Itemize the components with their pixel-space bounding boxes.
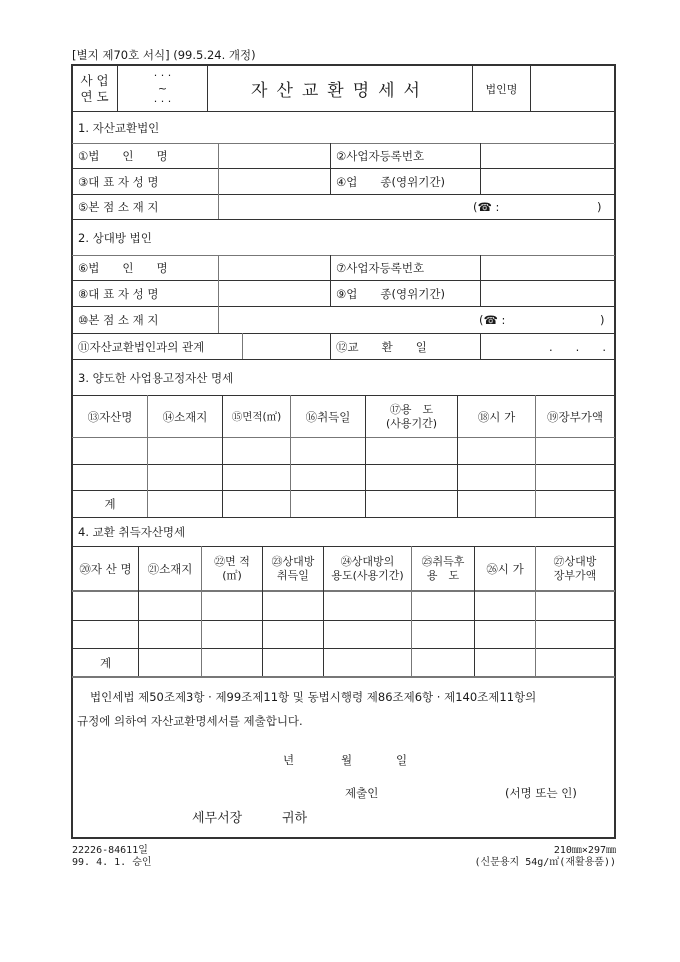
submitter-label: 제출인 <box>345 786 379 800</box>
section4-label: 4. 교환 취득자산명세 <box>78 525 186 539</box>
s2-industry-label: ⑨업 종(영위기간) <box>336 286 445 301</box>
signature-note: (서명 또는 인) <box>505 786 577 800</box>
date-day-label: 일 <box>396 753 408 767</box>
form-title: 자산교환명세서 <box>251 81 429 101</box>
s4-col-market-price: ㉖시 가 <box>486 561 524 576</box>
s2-relation-label: ⑪자산교환법인과의 관계 <box>78 339 205 354</box>
s4-col-counterparty-book-value: ㉗상대방 장부가액 <box>553 554 597 582</box>
s1-biz-reg-no-label: ②사업자등록번호 <box>336 149 425 163</box>
s2-industry-field[interactable] <box>481 281 614 306</box>
date-year-label: 년 <box>283 753 295 767</box>
business-year-field[interactable]: · · · ~ · · · <box>153 69 172 108</box>
s2-relation-field[interactable] <box>243 334 330 359</box>
honorific: 귀하 <box>282 811 308 826</box>
s3-col-acq-date: ⑯취득일 <box>305 409 351 424</box>
s1-ceo-name-label: ③대 표 자 성 명 <box>78 174 159 189</box>
s3-col-location: ⑭소재지 <box>162 409 208 424</box>
s2-exchange-date-field[interactable]: . . . <box>549 339 606 354</box>
s1-hq-address-label: ⑤본 점 소 재 지 <box>78 200 159 214</box>
s4-total-row[interactable] <box>139 649 614 676</box>
corp-name-field[interactable] <box>531 66 614 111</box>
s3-row-1[interactable] <box>73 438 614 464</box>
s3-col-area: ⑮면적(㎡) <box>231 411 282 423</box>
s4-col-counterparty-acq-date: ㉓상대방 취득일 <box>271 554 315 582</box>
section2-label: 2. 상대방 법인 <box>78 230 152 245</box>
s3-col-market-price: ⑱시 가 <box>477 409 516 424</box>
s2-corp-name-field[interactable] <box>219 256 330 280</box>
declaration-line-1: 법인세법 제50조제3항 · 제99조제11항 및 동법시행령 제86조제6항 · 제140조제11항의 <box>90 690 537 704</box>
paper-type: (신문용지 54g/㎡(재활용품)) <box>474 857 616 868</box>
s1-phone-open: (☎ : <box>473 200 500 214</box>
form-reference: [별지 제70호 서식] (99.5.24. 개정) <box>72 48 256 62</box>
s2-hq-address-field[interactable] <box>219 307 614 333</box>
s2-exchange-date-label: ⑫교 환 일 <box>336 339 427 354</box>
s4-col-area: ㉒면 적 (㎡) <box>214 554 250 582</box>
s4-row-1[interactable] <box>73 592 614 620</box>
s4-col-asset-name: ⑳자 산 명 <box>79 561 132 576</box>
s1-industry-label: ④업 종(영위기간) <box>336 174 445 189</box>
s3-total-row[interactable] <box>148 491 614 517</box>
s1-ceo-name-field[interactable] <box>219 169 330 194</box>
s3-row-2[interactable] <box>73 465 614 490</box>
paper-size: 210㎜×297㎜ <box>553 845 616 856</box>
s4-col-location: ㉑소재지 <box>147 561 193 576</box>
corp-name-label: 법인명 <box>485 82 518 96</box>
form-code: 22226-84611일 <box>72 845 148 856</box>
s2-ceo-name-field[interactable] <box>219 281 330 306</box>
s3-total-label: 계 <box>104 497 116 511</box>
section1-label: 1. 자산교환법인 <box>78 120 160 135</box>
s4-total-label: 계 <box>99 655 112 670</box>
s2-biz-reg-no-field[interactable] <box>481 256 614 280</box>
s1-industry-field[interactable] <box>481 169 614 194</box>
s3-col-usage: ⑰용 도 (사용기간) <box>385 402 438 430</box>
s1-hq-address-field[interactable] <box>219 195 614 219</box>
s2-phone-open: (☎ : <box>479 313 506 327</box>
footer-right <box>475 845 616 869</box>
s1-phone-close: ) <box>597 200 602 214</box>
declaration-line-2: 규정에 의하여 자산교환명세서를 제출합니다. <box>77 714 303 728</box>
approval-date: 99. 4. 1. 승인 <box>72 857 152 868</box>
s2-biz-reg-no-label: ⑦사업자등록번호 <box>336 261 425 275</box>
s4-col-counterparty-usage: ㉔상대방의 용도(사용기간) <box>331 554 404 582</box>
tax-office-addressee: 세무서장 <box>192 811 243 826</box>
s4-col-post-acq-usage: ㉕취득후 용 도 <box>421 554 465 582</box>
s1-biz-reg-no-field[interactable] <box>481 144 614 168</box>
s4-row-2[interactable] <box>73 621 614 648</box>
s1-corp-name-field[interactable] <box>219 144 330 168</box>
s3-col-asset-name: ⑬자산명 <box>87 409 133 424</box>
section3-label: 3. 양도한 사업용고정자산 명세 <box>78 370 234 385</box>
s1-corp-name-label: ①법 인 명 <box>78 149 168 163</box>
s2-hq-address-label: ⑩본 점 소 재 지 <box>78 313 159 327</box>
date-month-label: 월 <box>341 753 353 767</box>
s2-ceo-name-label: ⑧대 표 자 성 명 <box>78 286 159 301</box>
footer-left <box>72 845 152 869</box>
s2-corp-name-label: ⑥법 인 명 <box>78 261 168 275</box>
s2-phone-close: ) <box>600 313 605 327</box>
business-year-label: 사 업 연 도 <box>80 72 109 104</box>
s3-col-book-value: ⑲장부가액 <box>547 409 603 424</box>
